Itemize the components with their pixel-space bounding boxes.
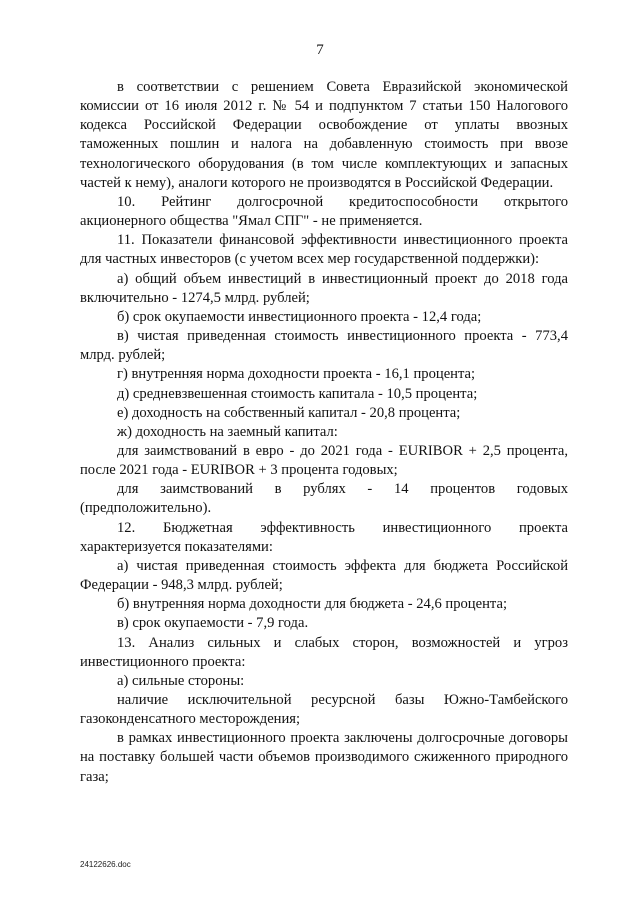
document-body [80,78,568,787]
paragraph-item-13-swot: 13. Анализ сильных и слабых сторон, возможностей и угроз инвестиционного проекта: [80,634,568,670]
paragraph-return-on-equity: е) доходность на собственный капитал - 20,8 процента; [117,404,461,421]
paragraph-item-11-efficiency: 11. Показатели финансовой эффективности инвестиционного проекта для частных инвесторов (с учетом всех мер государственной поддержки): [80,232,568,268]
paragraph-npv: в) чистая приведенная стоимость инвестиционного проекта - 773,4 млрд. рублей; [80,328,568,364]
paragraph-ruble-borrowing: для заимствований в рублях - 14 процентов годовых (предположительно). [80,481,568,517]
paragraph-irr: г) внутренняя норма доходности проекта - 16,1 процента; [117,366,476,383]
paragraph-payback-period: б) срок окупаемости инвестиционного проекта - 12,4 года; [117,308,482,325]
paragraph-euro-borrowing: для заимствований в евро - до 2021 года - EURIBOR + 2,5 процента, после 2021 года - EURIBOR + 3 процента годовых; [80,442,568,479]
paragraph-budget-payback: в) срок окупаемости - 7,9 года. [117,615,309,632]
paragraph-item-10-rating: 10. Рейтинг долгосрочной кредитоспособности открытого акционерного общества "Ямал СПГ" - не применяется. [80,193,568,230]
paragraph-wacc: д) средневзвешенная стоимость капитала - 10,5 процента; [117,385,478,402]
paragraph-return-on-debt: ж) доходность на заемный капитал: [117,423,338,440]
paragraph-budget-irr: б) внутренняя норма доходности для бюджета - 24,6 процента; [117,596,507,613]
page-number: 7 [316,42,324,58]
paragraph-investment-volume: а) общий объем инвестиций в инвестиционный проект до 2018 года включительно - 1274,5 млрд. рублей; [80,270,568,306]
file-name-footer: 24122626.doc [80,860,131,869]
paragraph-budget-npv: а) чистая приведенная стоимость эффекта для бюджета Российской Федерации - 948,3 млрд. рублей; [80,557,568,594]
paragraph-resource-base: наличие исключительной ресурсной базы Южно-Тамбейского газоконденсатного месторождения; [80,692,568,728]
paragraph-continuation: в соответствии с решением Совета Евразийской экономической комиссии от 16 июля 2012 г. № 54 и подпунктом 7 статьи 150 Налогового кодекса Российской Федерации освобождение от уплаты ввозных таможенных пошлин и налога на добавленную стоимость при ввозе технологического оборудования (в том числе комплектующих и запасных частей к нему), аналоги которого не производятся в Российской Федерации. [80,79,568,191]
paragraph-item-12-budget: 12. Бюджетная эффективность инвестиционного проекта характеризуется показателями: [80,519,568,555]
paragraph-long-term-contracts: в рамках инвестиционного проекта заключены долгосрочные договоры на поставку большей части объемов производимого сжиженного природного газа; [80,730,568,785]
paragraph-strengths: а) сильные стороны: [117,672,245,689]
